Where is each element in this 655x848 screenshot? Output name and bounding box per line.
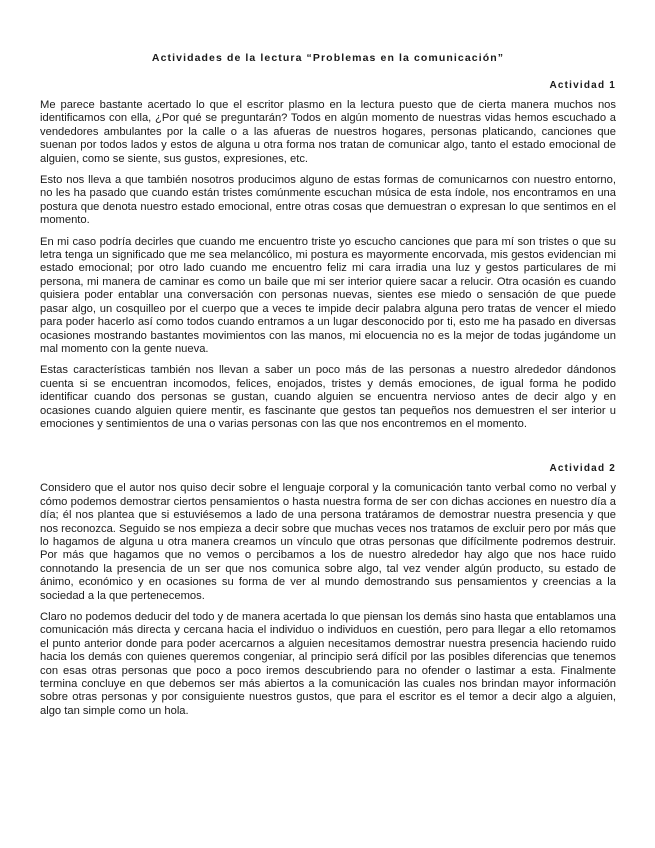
section-actividad-1: [40, 80, 616, 431]
document-page: [40, 52, 616, 726]
section-actividad-2: [40, 463, 616, 718]
document-title: Actividades de la lectura “Problemas en la comunicación”: [151, 52, 505, 64]
section-heading: Actividad 2: [549, 463, 616, 475]
section-spacer: [40, 439, 616, 463]
paragraph: Considero que el autor nos quiso decir sobre el lenguaje corporal y la comunicación tanto verbal como no verbal y cómo podemos demostrar ciertos pensamientos o hasta nuestra forma de ser con dichas acciones en nuestro día a día; él nos plantea que si estuviésemos a lado de una persona tratáramos de demostrar nuestra presencia y que nos reconozca. Seguido se nos empieza a decir sobre que muchas veces nos tratamos de excluir pero por más que lo hagamos de alguna u otra manera creamos un vínculo que otras personas que difícilmente podremos destruir. Por más que hagamos que no vemos o percibamos a los de nuestro alrededor hay algo que nos hace ruido connotando la presencia de un ser que nos comunica sobre algo, tal vez vender algún producto, su estado de ánimo, económico y en ocasiones su forma de ver al mundo demostrando sus pensamientos y creencias a la sociedad a la que pertenecemos.: [40, 482, 616, 602]
paragraph: Me parece bastante acertado lo que el escritor plasmo en la lectura puesto que de cierta manera muchos nos identificamos con ella, ¿Por qué se preguntarán? Todos en algún momento de nuestras vidas hemos escuchado a vendedores ambulantes por la calle o a las afueras de nuestros hogares, personas platicando, canciones que suenan por todos lados y estos de alguna u otra forma nos tratan de comunicar algo, tanto el estado emocional de alguien, como se siente, sus gustos, expresiones, etc.: [40, 99, 616, 165]
paragraph: Claro no podemos deducir del todo y de manera acertada lo que piensan los demás sino hasta que entablamos una comunicación más directa y cercana hacia el individuo o individuos en cuestión, pero para llegar a ello retomamos el punto anterior donde para poder acercarnos a alguien necesitamos demostrar nuestra presencia haciendo ruido hacia los demás con quienes queremos congeniar, al principio será difícil por las posibles diferencias que tenemos con esas otras personas que poco a poco iremos descubriendo para no ofender o lastimar a esta. Finalmente termina concluye en que debemos ser más abiertos a la comunicación las cuales nos brindan mayor información sobre otras personas y por consiguiente nuestros gustos, que para el escritor es el temor a decir algo a alguien, algo tan simple como un hola.: [40, 611, 616, 717]
paragraph: Estas características también nos llevan a saber un poco más de las personas a nuestro alrededor dándonos cuenta si se encuentran incomodos, felices, enojados, tristes y demás emociones, de igual forma he podido identificar cuando dos personas se gustan, cuando alguien se encuentra nervioso antes de decir algo y en ocasiones cuando alguien quiere mentir, es fascinante que gestos tan pequeños nos demuestren el ser interior u emociones y sentimientos de una o varias personas con las que nos encontremos en el momento.: [40, 364, 616, 430]
section-heading: Actividad 1: [549, 80, 616, 91]
paragraph: En mi caso podría decirles que cuando me encuentro triste yo escucho canciones que para mí son tristes o que su letra tenga un significado que me sea melancólico, mi postura es mayormente encorvada, mis gestos evidencian mi estado emocional; por otro lado cuando me encuentro feliz mi cara irradia una luz y gestos particulares de mi persona, mi manera de caminar es como un baile que mi ser interior quiere sacar a relucir. Otra ocasión es cuando quisiera poder entablar una conversación con personas nuevas, sientes ese miedo o sensación de que puede pasar algo, un cosquilleo por el cuerpo que a veces te impide decir palabra alguna pero tratas de vencer el miedo para poder hacerlo así como todos cuando entramos a un lugar desconocido por ti, esto me ha pasado en diversas ocasiones mostrando bastantes movimientos con las manos, mi elocuencia no es la mejor de todas jugándome un mal momento con la gente nueva.: [40, 235, 616, 355]
paragraph: Esto nos lleva a que también nosotros producimos alguno de estas formas de comunicarnos con nuestro entorno, no les ha pasado que cuando están tristes comúnmente escuchan música de esta índole, nos encontramos en una postura que denota nuestro estado emocional, entre otras cosas que demuestran o expresan lo que sentimos en el momento.: [40, 174, 616, 227]
